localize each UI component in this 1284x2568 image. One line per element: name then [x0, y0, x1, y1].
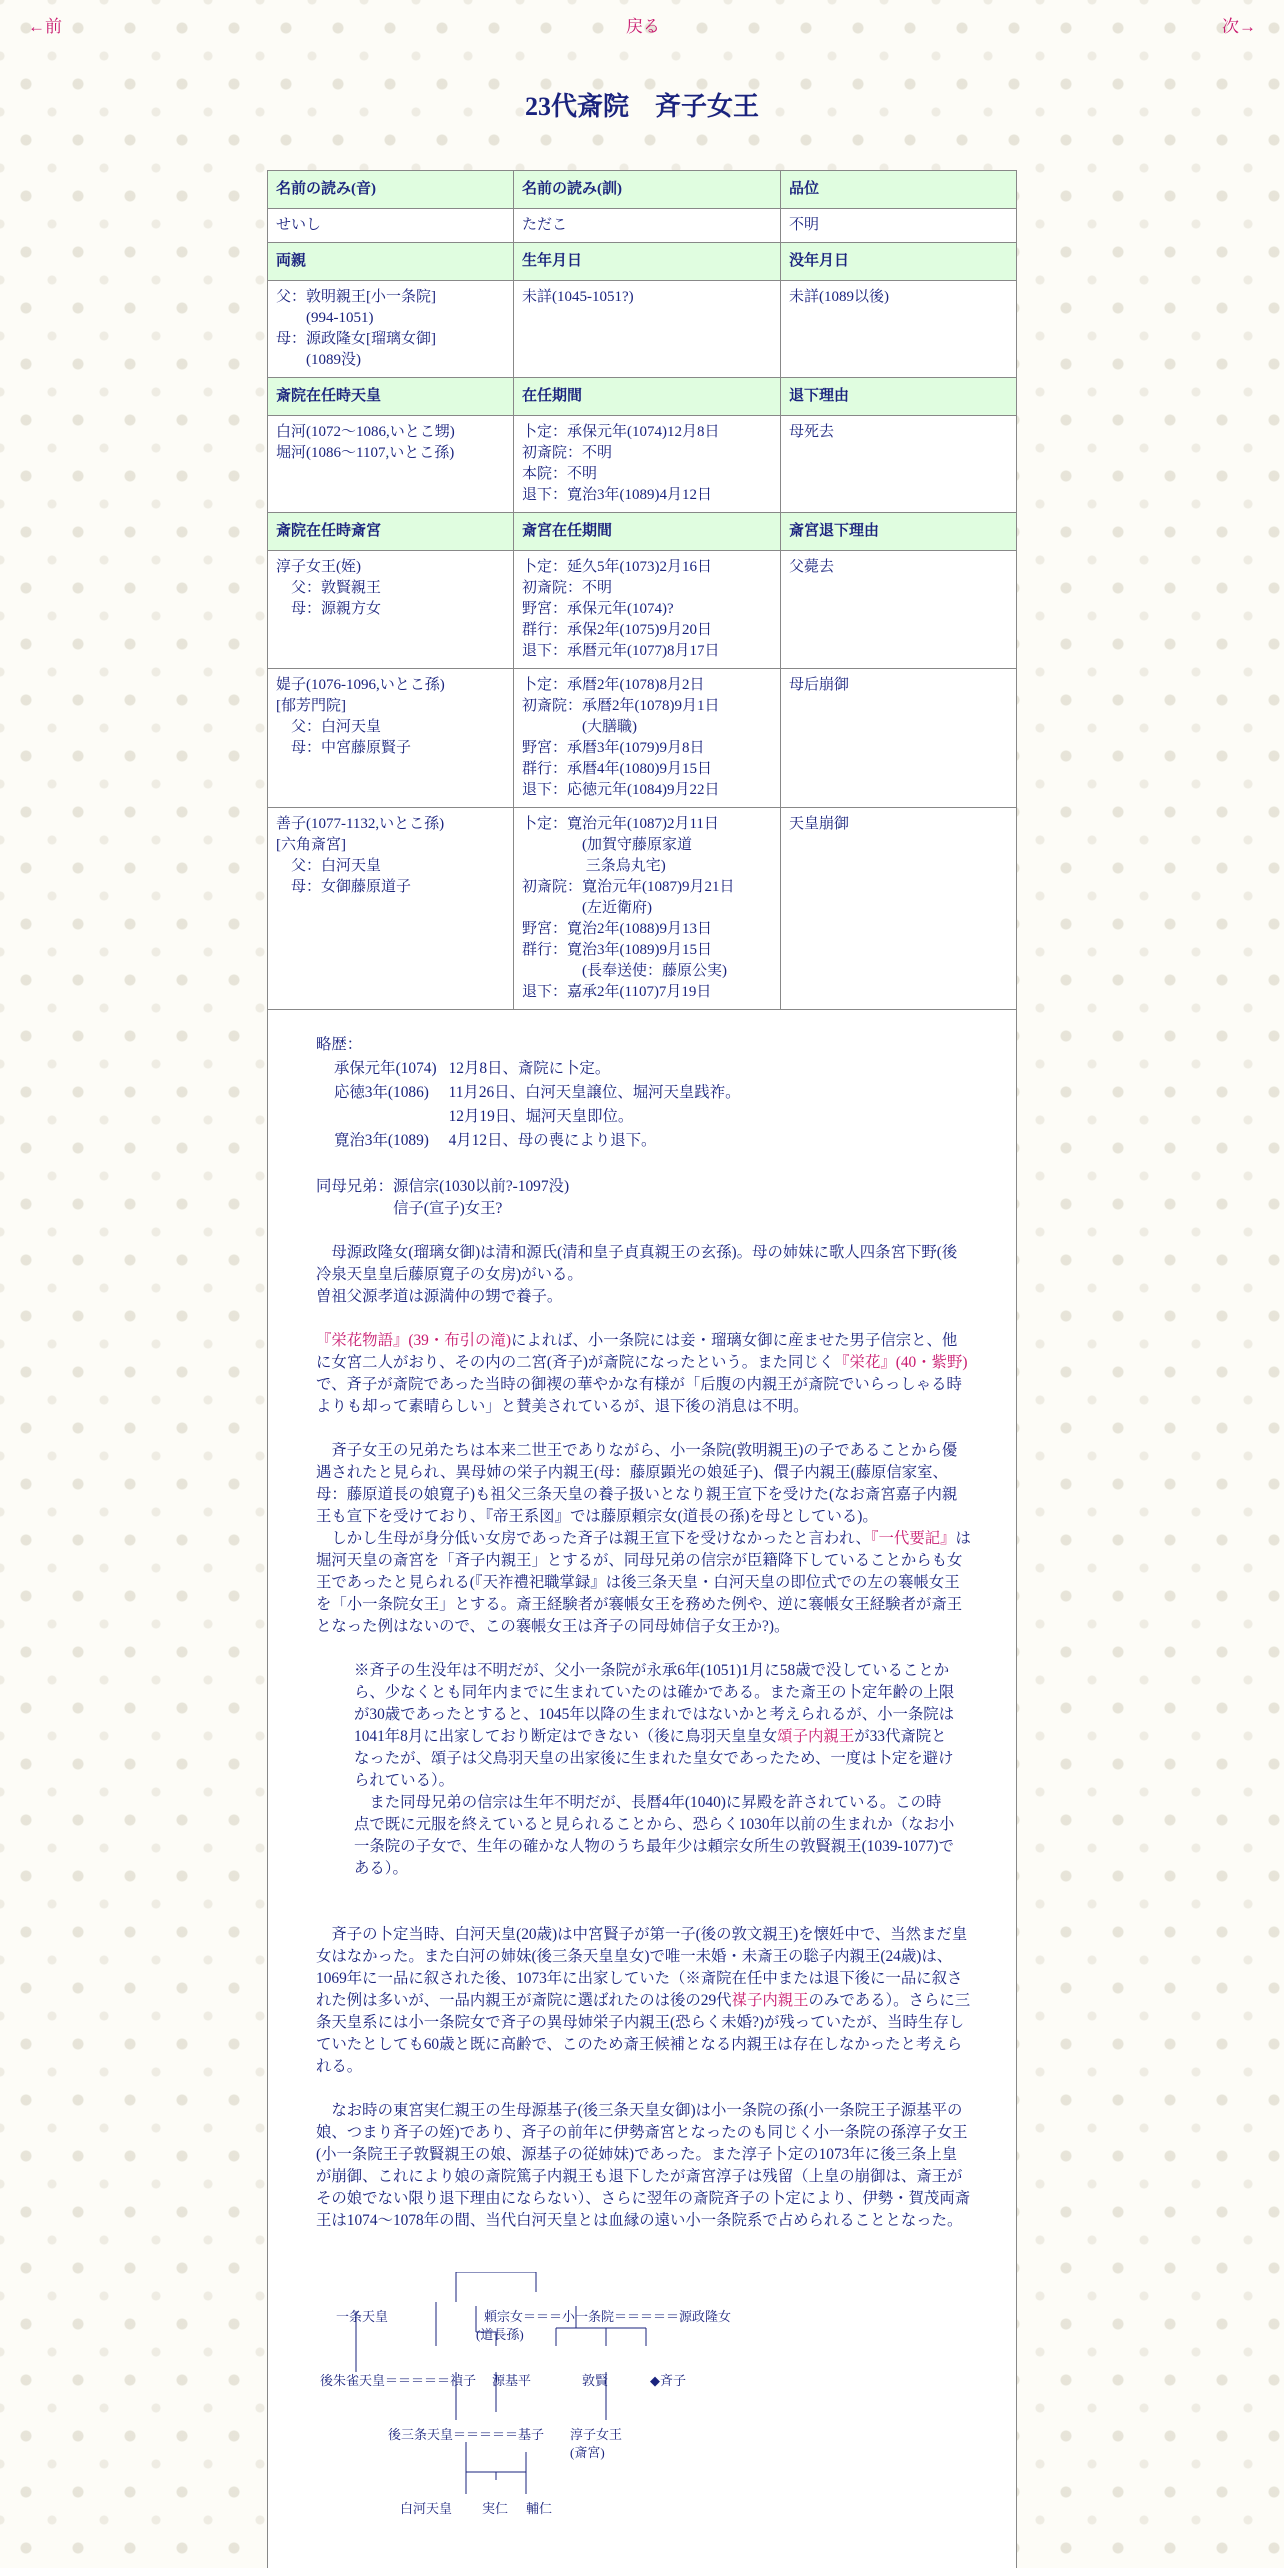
cell-line: 初斎院：寛治元年(1087)9月21日 — [522, 879, 735, 895]
paragraph-eiga — [316, 1330, 972, 1418]
tree-junshi-note: (斎宮) — [570, 2445, 605, 2460]
baishi-ref: 禖子内親王 — [731, 1992, 809, 2009]
eiga-ref-1: 『栄花物語』(39・布引の滝) — [316, 1332, 511, 1349]
history-date: 承保元年(1074) — [334, 1060, 437, 1077]
cell-line: 初斎院：不明 — [522, 580, 613, 596]
cell-line: 善子(1077-1132,いとこ孫) — [276, 816, 445, 832]
cell-line: 父薨去 — [789, 559, 835, 575]
cell-line: 三条烏丸宅) — [522, 858, 666, 874]
table-row — [268, 551, 1017, 669]
table-cell — [268, 669, 514, 808]
cell-line: 未詳(1089以後) — [789, 289, 889, 305]
table-header-row — [268, 378, 1017, 416]
cell-line: 群行：承暦4年(1080)9月15日 — [522, 761, 712, 777]
cell-line: 天皇崩御 — [789, 816, 850, 832]
table-header-cell: 斎宮在任期間 — [514, 513, 781, 551]
paragraph-lineage: なお時の東宮実仁親王の生母源基子(後三条天皇女御)は小一条院の孫(小一条院王子源基平の娘、つまり斉子の姪)であり、斉子の前年に伊勢斎宮となったのも同じく小一条院の孫淳子女王(小一条院王子敦賢親王の娘、源基子の従姉妹)であった。また淳子卜定の1073年に後三条上皇が崩御、これにより娘の斎院篤子内親王も退下したが斎宮淳子は残留（上皇の崩御は、斎王がその娘でない限り退下理由にならない）、さらに翌年の斎院斉子の卜定により、伊勢・賀茂両斎王は1074～1078年の間、当代白河天皇とは血縁の遠い小一条院系で占められることとなった。 — [316, 2102, 971, 2229]
table-header-cell: 斎院在任時天皇 — [268, 378, 514, 416]
tree-gosanjo: 後三条天皇＝＝＝＝＝基子 — [388, 2427, 545, 2442]
note-1 — [354, 1660, 956, 1792]
tree-saishi: ◆斉子 — [650, 2373, 686, 2388]
table-header-cell: 在任期間 — [514, 378, 781, 416]
table-header-cell: 生年月日 — [514, 243, 781, 281]
cell-line: 退下：寛治3年(1089)4月12日 — [522, 487, 712, 503]
cell-line: (994-1051) — [276, 310, 374, 326]
table-row — [268, 281, 1017, 378]
table-header-cell: 斎院在任時斎宮 — [268, 513, 514, 551]
cell-line: 野宮：寛治2年(1088)9月13日 — [522, 921, 712, 937]
tree-junshi: 淳子女王 — [570, 2427, 623, 2442]
cell-line: (長奉送使：藤原公実) — [522, 963, 727, 979]
cell-line: 卜定：延久5年(1073)2月16日 — [522, 559, 712, 575]
history-date: 寛治3年(1089) — [334, 1132, 429, 1149]
cell-line: (1089没) — [276, 352, 361, 368]
article-body — [268, 1010, 1016, 2532]
paragraph-ancestor: 曽祖父源孝道は源満仲の甥で養子。 — [316, 1288, 563, 1305]
cell-line: (加賀守藤原家道 — [522, 837, 692, 853]
prev-link[interactable]: ←前 — [28, 17, 62, 36]
tree-shirakawa: 白河天皇 — [400, 2501, 453, 2516]
history-event: 11月26日、白河天皇譲位、堀河天皇践祚。 — [448, 1084, 741, 1101]
table-cell — [268, 551, 514, 669]
text-span: のみである）。さらに三条天皇系には小一条院女で斉子の異母姉栄子内親王(恐らく未婚?)が残っていたが、当時生存していたとしても60歳と既に高齢で、このため斎王候補となる内親王は存在しなかったと考えられる。 — [316, 1992, 971, 2075]
table-cell: 不明 — [781, 209, 1017, 243]
table-header-row — [268, 513, 1017, 551]
cell-line: 卜定：承保元年(1074)12月8日 — [522, 424, 720, 440]
profile-table — [267, 170, 1017, 1010]
table-header-cell: 斎宮退下理由 — [781, 513, 1017, 551]
cell-line: 初斎院：承暦2年(1078)9月1日 — [522, 698, 720, 714]
text-span: で、斉子が斎院であった当時の御禊の華やかな有様が「后腹の内親王が斎院でいらっしゃる時よりも却って素晴らしい」と賛美されているが、退下後の消息は不明。 — [316, 1376, 962, 1415]
table-cell — [781, 669, 1017, 808]
paragraph-candidates — [316, 1924, 972, 2078]
shoshi-ref: 頌子内親王 — [777, 1728, 855, 1745]
table-cell — [514, 281, 781, 378]
table-row — [268, 209, 1017, 243]
cell-line: 初斎院：不明 — [522, 445, 613, 461]
table-row — [268, 416, 1017, 513]
table-header-cell: 退下理由 — [781, 378, 1017, 416]
back-link[interactable]: 戻る — [626, 17, 660, 36]
cell-line: 父：敦賢親王 — [276, 580, 382, 596]
cell-line: 淳子女王(姪) — [276, 559, 361, 575]
cell-line: 卜定：寛治元年(1087)2月11日 — [522, 816, 719, 832]
tree-motohira: 源基平 — [492, 2373, 532, 2388]
cell-line: 父：白河天皇 — [276, 858, 382, 874]
tree-atsukata: 敦賢 — [582, 2373, 609, 2388]
table-cell — [268, 808, 514, 1010]
history-date: 応徳3年(1086) — [334, 1084, 429, 1101]
table-cell — [514, 416, 781, 513]
cell-line: 群行：寛治3年(1089)9月15日 — [522, 942, 712, 958]
summary-label: 略歴： — [316, 1036, 363, 1053]
tree-sukehito: 輔仁 — [526, 2501, 553, 2516]
table-cell: せいし — [268, 209, 514, 243]
table-cell: ただこ — [514, 209, 781, 243]
tree-sanehito: 実仁 — [482, 2501, 509, 2516]
table-cell — [514, 669, 781, 808]
table-cell — [781, 281, 1017, 378]
table-header-cell: 両親 — [268, 243, 514, 281]
cell-line: 本院：不明 — [522, 466, 598, 482]
page-title: 23代斎院 斉子女王 — [524, 92, 759, 121]
text-span: は堀河天皇の斎宮を「斉子内親王」とするが、同母兄弟の信宗が臣籍降下していることからも女王であったと見られる(『天祚禮祀職掌録』は後三条天皇・白河天皇の即位式での左の褰帳女王を「小一条院女王」とする。斎王経験者が褰帳女王を務めた例や、逆に褰帳女王経験者が斎王となった例はないので、この褰帳女王は斉子の同母姉信子女王か?)。 — [316, 1530, 971, 1635]
next-link[interactable]: 次→ — [1222, 17, 1256, 36]
table-header-row — [268, 243, 1017, 281]
history-table — [332, 1056, 752, 1154]
history-row — [334, 1130, 750, 1152]
family-tree — [316, 2272, 972, 2532]
cell-line: 卜定：承暦2年(1078)8月2日 — [522, 677, 705, 693]
history-event: 12月8日、斎院に卜定。 — [448, 1060, 611, 1077]
sibling-line-1: 同母兄弟：源信宗(1030以前?-1097没) — [316, 1178, 570, 1195]
table-cell — [514, 551, 781, 669]
history-event: 12月19日、堀河天皇即位。 — [448, 1108, 634, 1125]
text-span: しかし生母が身分低い女房であった斉子は親王宣下を受けなかったと言われ、 — [316, 1530, 871, 1547]
cell-line: 退下：応徳元年(1084)9月22日 — [522, 782, 720, 798]
paragraph-siblings: 斉子女王の兄弟たちは本来二世王でありながら、小一条院(敦明親王)の子であることから優遇されたと見られ、異母姉の栄子内親王(母：藤原顕光の娘延子)、儇子内親王(藤原信家室、母：藤原道長の娘寛子)も祖父三条天皇の養子扱いとなり親王宣下を受けた(なお斎宮嘉子内親王も宣下を受けており、『帝王系図』では藤原頼宗女(道長の孫)を母としている)。 — [316, 1442, 958, 1525]
cell-line: 母：源親方女 — [276, 601, 382, 617]
table-header-cell: 没年月日 — [781, 243, 1017, 281]
tree-gosuzaku: 後朱雀天皇＝＝＝＝＝禎子 — [320, 2373, 477, 2388]
table-cell — [514, 808, 781, 1010]
text-span: によれば、小一条院には妾・瑠璃女御に産ませた男子信宗と、他に女宮二人がおり、その内の二宮(斉子)が斎院になったという。また同じく — [316, 1332, 958, 1371]
cell-line: 母：源政隆女[瑠璃女御] — [276, 331, 436, 347]
table-cell — [268, 416, 514, 513]
tree-ichijo: 一条天皇 — [336, 2309, 389, 2324]
paragraph-status — [316, 1528, 972, 1638]
table-row — [268, 808, 1017, 1010]
table-header-cell: 名前の読み(訓) — [514, 171, 781, 209]
cell-line: (大膳職) — [522, 719, 637, 735]
table-cell — [781, 551, 1017, 669]
tree-michinaga: (道長孫) — [476, 2327, 524, 2342]
history-date — [334, 1106, 447, 1128]
cell-line: (左近衛府) — [522, 900, 652, 916]
history-row — [334, 1106, 750, 1128]
history-row — [334, 1058, 750, 1080]
cell-line: 父：白河天皇 — [276, 719, 382, 735]
cell-line: [六角斎宮] — [276, 837, 346, 853]
text-span: 斉子の卜定当時、白河天皇(20歳)は中宮賢子が第一子(後の敦文親王)を懐妊中で、当然まだ皇女はなかった。また白河の姉妹(後三条天皇皇女)で唯一未婚・未斎王の聡子内親王(24歳)は、1069年に一品に叙された後、1073年に出家していた（※斎院在任中または退下後に一品に叙された例は多いが、一品内親王が斎院に選ばれたのは後の29代 — [316, 1926, 968, 2009]
paragraph-mother: 母源政隆女(瑠璃女御)は清和源氏(清和皇子貞真親王の玄孫)。母の姉妹に歌人四条宮下野(後冷泉天皇皇后藤原寛子の女房)がいる。 — [316, 1244, 958, 1283]
text-span: ※斉子の生没年は不明だが、父小一条院が永承6年(1051)1月に58歳で没していることから、少なくとも同年内までに生まれていたのは確かである。また斎王の卜定年齢の上限が30歳であったとすると、1045年以降の生まれではないかと考えられるが、小一条院は1041年8月に出家しており断定はできない（後に鳥羽天皇皇女 — [354, 1662, 955, 1745]
cell-line: 野宮：承保元年(1074)? — [522, 601, 674, 617]
eiga-ref-2: 『栄花』(40・紫野) — [834, 1354, 968, 1371]
cell-line: 退下：嘉承2年(1107)7月19日 — [522, 984, 712, 1000]
table-header-row — [268, 171, 1017, 209]
table-header-cell: 品位 — [781, 171, 1017, 209]
cell-line: 堀河(1086～1107,いとこ孫) — [276, 445, 455, 461]
cell-line: 媞子(1076-1096,いとこ孫) — [276, 677, 445, 693]
cell-line: 群行：承保2年(1075)9月20日 — [522, 622, 712, 638]
content-panel — [267, 170, 1017, 2568]
cell-line: 未詳(1045-1051?) — [522, 289, 634, 305]
cell-line: 白河(1072～1086,いとこ甥) — [276, 424, 455, 440]
table-cell — [781, 416, 1017, 513]
cell-line: 父：敦明親王[小一条院] — [276, 289, 436, 305]
cell-line: 母后崩御 — [789, 677, 850, 693]
sibling-line-2: 信子(宣子)女王? — [316, 1200, 503, 1217]
cell-line: [郁芳門院] — [276, 698, 346, 714]
table-header-cell: 名前の読み(音) — [268, 171, 514, 209]
table-cell — [781, 808, 1017, 1010]
table-cell — [268, 281, 514, 378]
cell-line: 母死去 — [789, 424, 835, 440]
history-event: 4月12日、母の喪により退下。 — [448, 1132, 657, 1149]
note-block — [354, 1660, 956, 1880]
cell-line: 母：女御藤原道子 — [276, 879, 412, 895]
cell-line: 退下：承暦元年(1077)8月17日 — [522, 643, 720, 659]
ichidai-ref: 『一代要記』 — [870, 1530, 956, 1547]
text-span: が33代斎院となったが、頌子は父鳥羽天皇の出家後に生まれた皇女であったため、一度は卜定を避けられている）。 — [354, 1728, 954, 1789]
tree-yorimune: 頼宗女＝＝＝小一条院＝＝＝＝＝源政隆女 — [484, 2309, 732, 2324]
table-row — [268, 669, 1017, 808]
note-2: また同母兄弟の信宗は生年不明だが、長暦4年(1040)に昇殿を許されている。この時点で既に元服を終えていると見られることから、恐らく1030年以前の生まれか（なお小一条院の子女で、生年の確かな人物のうち最年少は頼宗女所生の敦賢親王(1039-1077)である）。 — [354, 1794, 955, 1877]
history-row — [334, 1082, 750, 1104]
cell-line: 母：中宮藤原賢子 — [276, 740, 412, 756]
cell-line: 野宮：承暦3年(1079)9月8日 — [522, 740, 705, 756]
